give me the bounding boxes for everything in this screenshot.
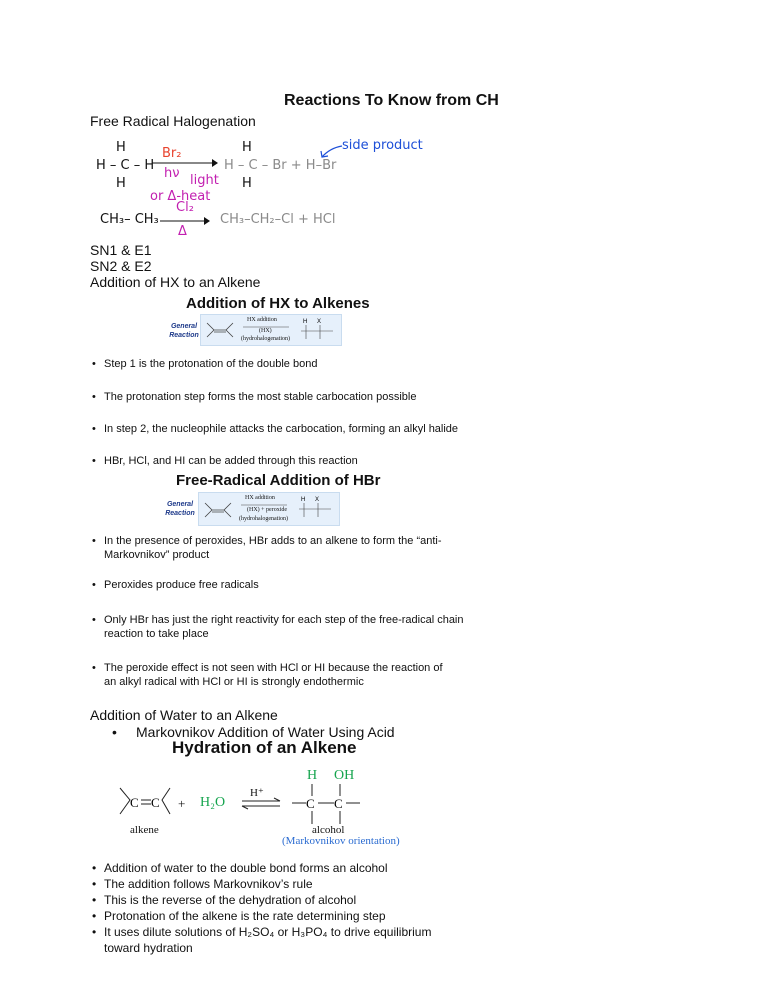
- section-water: Addition of Water to an Alkene: [90, 707, 278, 723]
- slide1-bullet-1: • Step 1 is the protonation of the double bond: [90, 357, 317, 371]
- section-hx: Addition of HX to an Alkene: [90, 274, 261, 290]
- plus-sign: +: [178, 796, 186, 811]
- slide2-bullet-1: • In the presence of peroxides, HBr adds to an alkene to form the “anti-Markovnikov” product: [90, 534, 450, 562]
- svg-text:X: X: [317, 319, 322, 325]
- product-h-bottom: H: [242, 176, 252, 191]
- slide3-heading: Hydration of an Alkene: [172, 738, 357, 757]
- light-label: light: [190, 173, 219, 188]
- alcohol-label: alcohol: [312, 824, 345, 836]
- sub-bullet-text: Markovnikov Addition of Water Using Acid: [136, 724, 395, 740]
- product-h-top: H: [242, 140, 252, 155]
- slide2-bullet-4: • The peroxide effect is not seen with HCl or HI because the reaction of an alkyl radical with HCl or HI is strongly endothermic: [90, 661, 450, 689]
- product-oh: OH: [334, 768, 355, 783]
- delta-label: Δ: [178, 224, 187, 239]
- side-product-note: side product: [342, 138, 423, 153]
- svg-text:C: C: [151, 795, 160, 810]
- svg-text:C: C: [306, 796, 315, 811]
- reaction-arrow-1: [152, 158, 218, 168]
- slide2-bullet-2: • Peroxides produce free radicals: [90, 578, 259, 592]
- cl2-reagent: Cl₂: [176, 200, 194, 215]
- product-row: H – C – Br + H–Br: [224, 158, 337, 173]
- markovnikov-orientation: (Markovnikov orientation): [282, 835, 400, 847]
- slide1-bullet-4: • HBr, HCl, and HI can be added through this reaction: [90, 454, 358, 468]
- methane-h-top: H: [116, 140, 126, 155]
- methane-h-bottom: H: [116, 176, 126, 191]
- slide1-box-mid: (HX): [259, 328, 272, 334]
- slide3-bullet-1: • Addition of water to the double bond forms an alcohol: [90, 860, 450, 876]
- slide1-bullet-2: • The protonation step forms the most stable carbocation possible: [90, 390, 416, 404]
- reagent-br2: Br₂: [162, 146, 182, 161]
- slide2-box-top: HX addition: [245, 495, 275, 501]
- sub-bullet-dot: •: [112, 724, 117, 740]
- product-h: H: [307, 768, 318, 783]
- slide3-bullet-3: • This is the reverse of the dehydration of alcohol: [90, 892, 450, 908]
- slide3-bullet-5: • It uses dilute solutions of H₂SO₄ or H₃PO₄ to drive equilibrium toward hydration: [90, 924, 450, 956]
- slide2-heading: Free-Radical Addition of HBr: [176, 472, 381, 489]
- svg-text:C: C: [334, 796, 343, 811]
- alkene-structure: [118, 786, 174, 820]
- slide2-box-bottom: (hydrohalogenation): [239, 516, 288, 522]
- slide1-bullet-3: • In step 2, the nucleophile attacks the carbocation, forming an alkyl halide: [90, 422, 458, 436]
- slide1-reaction-box: [200, 314, 342, 346]
- acid-catalyst: H⁺: [250, 787, 264, 799]
- slide3-bullet-2: • The addition follows Markovnikov’s rule: [90, 876, 450, 892]
- slide3-bullets: [90, 860, 450, 956]
- side-product-arrow: [318, 144, 344, 160]
- water-reagent: H₂O: [200, 795, 226, 810]
- slide1-box-top: HX addition: [247, 317, 277, 323]
- sn1-line: SN1 & E1: [90, 242, 152, 258]
- section-free-radical: Free Radical Halogenation: [90, 113, 256, 129]
- slide2-general-label: General Reaction: [165, 501, 195, 517]
- slide2-bullet-3: • Only HBr has just the right reactivity for each step of the free-radical chain reaction to take place: [90, 613, 470, 641]
- reagent-hv: hν: [164, 166, 180, 181]
- ethane: CH₃– CH₃: [100, 212, 159, 227]
- methane-row: H – C – H: [96, 158, 155, 173]
- page-title: Reactions To Know from CH: [284, 92, 499, 109]
- sn2-line: SN2 & E2: [90, 258, 152, 274]
- slide1-general-label: General Reaction: [169, 323, 199, 339]
- slide1-box-bottom: (hydrohalogenation): [241, 336, 290, 342]
- equilibrium-arrows: [240, 797, 282, 811]
- svg-text:X: X: [315, 497, 320, 503]
- svg-text:C: C: [130, 795, 139, 810]
- slide2-box-mid: (HX) + peroxide: [247, 507, 288, 513]
- svg-text:H: H: [303, 319, 308, 325]
- slide3-bullet-4: • Protonation of the alkene is the rate determining step: [90, 908, 450, 924]
- svg-text:H: H: [301, 497, 306, 503]
- heat-label: or Δ-heat: [150, 189, 211, 204]
- alcohol-structure: [290, 784, 370, 826]
- alkene-label: alkene: [130, 824, 159, 836]
- slide1-heading: Addition of HX to Alkenes: [186, 295, 370, 312]
- ethane-product: CH₃–CH₂–Cl + HCl: [220, 212, 336, 227]
- slide2-reaction-box: [198, 492, 340, 526]
